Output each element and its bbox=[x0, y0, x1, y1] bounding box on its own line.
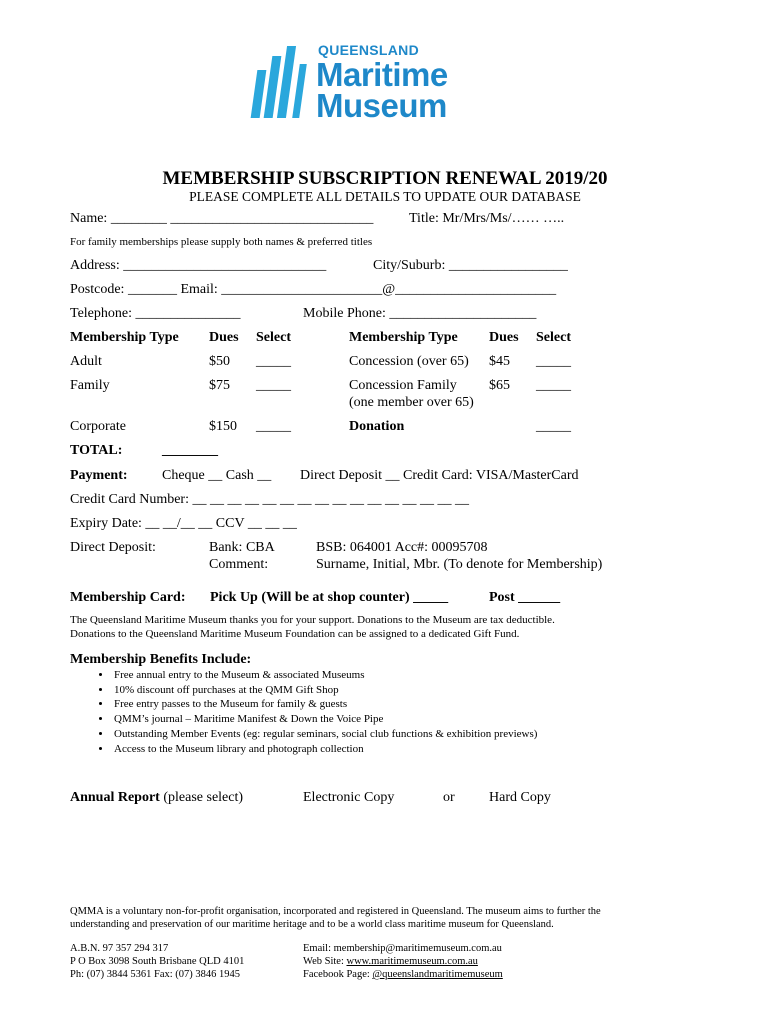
benefits-list bbox=[90, 668, 537, 756]
select-adult[interactable]: _____ bbox=[256, 354, 291, 369]
museum-logo bbox=[252, 42, 522, 122]
annual-report-label: Annual Report bbox=[70, 790, 160, 805]
footer-pobox: P O Box 3098 South Brisbane QLD 4101 bbox=[70, 956, 245, 967]
option-hard-copy[interactable]: Hard Copy bbox=[489, 790, 551, 805]
title-field[interactable]: Title: Mr/Mrs/Ms/…… ….. bbox=[409, 211, 565, 226]
page-title: MEMBERSHIP SUBSCRIPTION RENEWAL 2019/20 bbox=[162, 168, 608, 189]
expiry-date[interactable]: Expiry Date: __ __/__ __ CCV __ __ __ bbox=[70, 516, 297, 531]
option-electronic-copy[interactable]: Electronic Copy bbox=[303, 790, 395, 805]
type-concession: Concession (over 65) bbox=[349, 354, 469, 369]
credit-card-number[interactable]: Credit Card Number: __ __ __ __ __ __ __ __ __ __ __ __ __ __ __ __ bbox=[70, 492, 469, 507]
benefit-item: • Free annual entry to the Museum & associated Museums bbox=[112, 668, 537, 683]
benefit-item: • QMM’s journal – Maritime Manifest & Down the Voice Pipe bbox=[112, 712, 537, 727]
website-link[interactable]: www.maritimemuseum.com.au bbox=[346, 956, 478, 967]
header-select-right: Select bbox=[536, 330, 571, 345]
select-corporate[interactable]: _____ bbox=[256, 419, 291, 434]
telephone-field[interactable]: Telephone: _______________ bbox=[70, 306, 241, 321]
footer-phone: Ph: (07) 3844 5361 Fax: (07) 3846 1945 bbox=[70, 969, 241, 980]
type-corporate: Corporate bbox=[70, 419, 126, 434]
logo-museum: Museum bbox=[316, 87, 447, 124]
benefit-item: • Free entry passes to the Museum for family & guests bbox=[112, 697, 537, 712]
bank-name: Bank: CBA bbox=[209, 540, 275, 555]
annual-report bbox=[70, 790, 243, 806]
address-field[interactable]: Address: _____________________________ bbox=[70, 258, 327, 273]
benefits-heading: Membership Benefits Include: bbox=[70, 652, 252, 667]
select-donation[interactable]: _____ bbox=[536, 419, 571, 434]
comment-label: Comment: bbox=[209, 557, 269, 572]
select-family[interactable]: _____ bbox=[256, 378, 291, 393]
dues-concession: $45 bbox=[489, 354, 510, 369]
benefit-item: • 10% discount off purchases at the QMM Gift Shop bbox=[112, 683, 537, 698]
payment-label: Payment: bbox=[70, 468, 128, 483]
dues-concession-family: $65 bbox=[489, 378, 510, 393]
facebook-link[interactable]: @queenslandmaritimemuseum bbox=[372, 969, 503, 980]
facebook-label: Facebook Page: bbox=[303, 969, 373, 980]
header-dues-left: Dues bbox=[209, 330, 239, 345]
footer-abn: A.B.N. 97 357 294 317 bbox=[70, 943, 169, 954]
footer-website bbox=[303, 956, 478, 967]
option-or: or bbox=[443, 790, 455, 805]
header-membership-type-left: Membership Type bbox=[70, 330, 179, 345]
select-concession[interactable]: _____ bbox=[536, 354, 571, 369]
select-concession-family[interactable]: _____ bbox=[536, 378, 571, 393]
type-family: Family bbox=[70, 378, 110, 393]
footer-about-1: QMMA is a voluntary non-for-profit organisation, incorporated and registered in Queensland. The museum aims to further the bbox=[70, 906, 601, 917]
total-label: TOTAL: bbox=[70, 443, 123, 458]
thanks-line-1: The Queensland Maritime Museum thanks you for your support. Donations to the Museum are tax deductible. bbox=[70, 614, 555, 626]
membership-card-pickup[interactable]: Pick Up (Will be at shop counter) _____ bbox=[210, 590, 449, 605]
header-select-left: Select bbox=[256, 330, 291, 345]
type-concession-family: Concession Family bbox=[349, 378, 457, 393]
footer-facebook bbox=[303, 969, 503, 980]
payment-options[interactable]: Cheque __ Cash __ bbox=[162, 468, 272, 483]
bsb-account: BSB: 064001 Acc#: 00095708 bbox=[316, 540, 488, 555]
total-value[interactable]: ________ bbox=[162, 443, 218, 458]
footer-email: Email: membership@maritimemuseum.com.au bbox=[303, 943, 502, 954]
page-subtitle: PLEASE COMPLETE ALL DETAILS TO UPDATE OUR DATABASE bbox=[189, 189, 581, 204]
type-adult: Adult bbox=[70, 354, 102, 369]
annual-report-hint: (please select) bbox=[163, 790, 244, 805]
logo-maritime: Maritime bbox=[316, 56, 448, 93]
payment-options-2[interactable]: Direct Deposit __ Credit Card: VISA/MasterCard bbox=[300, 468, 579, 483]
header-dues-right: Dues bbox=[489, 330, 519, 345]
dues-corporate: $150 bbox=[209, 419, 237, 434]
type-donation: Donation bbox=[349, 419, 405, 434]
postcode-email-field[interactable]: Postcode: _______ Email: _______________________@_______________________ bbox=[70, 282, 557, 297]
website-label: Web Site: bbox=[303, 956, 347, 967]
header-membership-type-right: Membership Type bbox=[349, 330, 458, 345]
family-note: For family memberships please supply both names & preferred titles bbox=[70, 236, 373, 248]
mobile-field[interactable]: Mobile Phone: _____________________ bbox=[303, 306, 537, 321]
benefit-item: • Outstanding Member Events (eg: regular seminars, social club functions & exhibition previews) bbox=[112, 727, 537, 742]
logo-queensland: QUEENSLAND bbox=[318, 42, 420, 58]
dues-adult: $50 bbox=[209, 354, 230, 369]
dues-family: $75 bbox=[209, 378, 230, 393]
footer-about-2: understanding and preservation of our maritime heritage and to be a world class maritime museum for Queensland. bbox=[70, 919, 554, 930]
type-concession-family-note: (one member over 65) bbox=[349, 395, 474, 410]
thanks-line-2: Donations to the Queensland Maritime Museum Foundation can be assigned to a dedicated Gift Fund. bbox=[70, 628, 520, 640]
comment-text: Surname, Initial, Mbr. (To denote for Membership) bbox=[316, 557, 603, 572]
membership-card-label: Membership Card: bbox=[70, 590, 186, 605]
logo-bar-4 bbox=[292, 64, 307, 118]
direct-deposit-label: Direct Deposit: bbox=[70, 540, 156, 555]
name-field[interactable]: Name: ________ _____________________________ bbox=[70, 211, 374, 226]
city-field[interactable]: City/Suburb: _________________ bbox=[373, 258, 568, 273]
membership-card-post[interactable]: Post ______ bbox=[489, 590, 561, 605]
benefit-item: • Access to the Museum library and photograph collection bbox=[112, 742, 537, 757]
